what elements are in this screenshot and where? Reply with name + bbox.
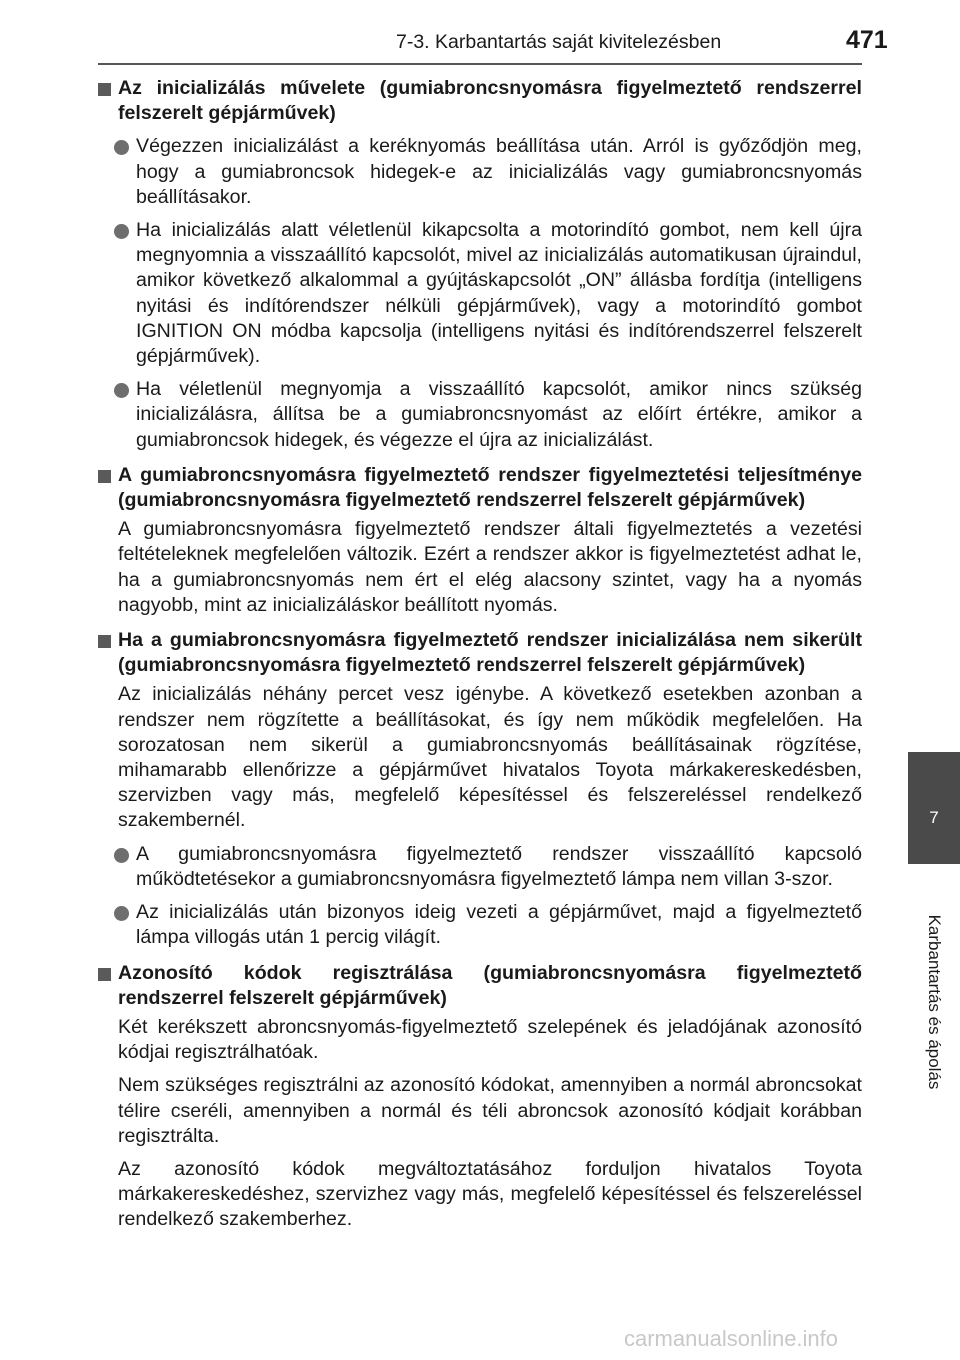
section-heading-text: A gumiabroncsnyomásra figyelmeztető rendszer figyelmeztetési teljesítménye (gumiabroncsnyomásra figyelmeztető rendszerrel felszerelt gépjárművek) xyxy=(118,463,862,512)
header-divider xyxy=(98,63,862,65)
chapter-side-label: Karbantartás és ápolás xyxy=(925,914,944,1090)
paragraph: Nem szükséges regisztrálni az azonosító kódokat, amennyiben a normál abroncsokat télire cseréli, amennyiben a normál és téli abroncsok azonosító kódjait korábban regisztrálta. xyxy=(118,1074,862,1147)
list-item xyxy=(98,377,862,453)
square-bullet-icon xyxy=(98,968,111,981)
chapter-tab xyxy=(908,752,960,864)
section-heading-warning-performance xyxy=(98,463,862,513)
square-bullet-icon xyxy=(98,470,111,483)
round-bullet-icon xyxy=(114,906,129,921)
page-content xyxy=(98,76,862,1233)
watermark: carmanualsonline.info xyxy=(624,1326,839,1351)
square-bullet-icon xyxy=(98,635,111,648)
chapter-title: 7-3. Karbantartás saját kivitelezésben xyxy=(396,31,722,53)
list-item xyxy=(98,218,862,369)
list-item-text: Végezzen inicializálást a keréknyomás beállítása után. Arról is győződjön meg, hogy a gumiabroncsok hidegek-e az inicializálás vagy gumiabroncsnyomás beállításakor. xyxy=(136,135,862,208)
section-heading-text: Azonosító kódok regisztrálása (gumiabroncsnyomásra figyelmeztető rendszerrel felszerelt gépjárművek) xyxy=(118,961,862,1009)
paragraph: Az inicializálás néhány percet vesz igénybe. A következő esetekben azonban a rendszer nem rögzítette a beállításokat, és így nem működik megfelelően. Ha sorozatosan nem sikerül a gumiabroncsnyomás beállításainak rögzítése, mihamarabb ellenőrizze a gépjárművet hivatalos Toyota márkakereskedésben, szervizben vagy más, megfelelő képesítéssel és felszereléssel rendelkező szakembernél. xyxy=(118,683,862,832)
section-heading-initialization-failed xyxy=(98,628,862,678)
section-heading-id-registration xyxy=(98,961,862,1011)
list-item-text: A gumiabroncsnyomásra figyelmeztető rendszer visszaállító kapcsoló működtetésekor a gumiabroncsnyomásra figyelmeztető lámpa nem villan 3-szor. xyxy=(136,842,862,890)
chapter-tab-number: 7 xyxy=(929,808,939,827)
section-heading-initialization xyxy=(98,76,862,126)
paragraph: A gumiabroncsnyomásra figyelmeztető rendszer általi figyelmeztetés a vezetési feltételeknek megfelelően változik. Ezért a rendszer akkor is figyelmeztetést adhat le, ha a gumiabroncsnyomás nem ért el elég alacsony szintet, vagy ha a nyomás nagyobb, mint az inicializáláskor beállított nyomás. xyxy=(118,518,862,616)
list-item-text: Az inicializálás után bizonyos ideig vezeti a gépjárművet, majd a figyelmeztető lámpa villogás után 1 percig világít. xyxy=(136,901,862,949)
list-item xyxy=(98,134,862,210)
round-bullet-icon xyxy=(114,848,129,863)
round-bullet-icon xyxy=(114,140,129,155)
square-bullet-icon xyxy=(98,83,111,96)
paragraph: Két kerékszett abroncsnyomás-figyelmeztető szelepének és jeladójának azonosító kódjai regisztrálhatóak. xyxy=(118,1015,862,1064)
round-bullet-icon xyxy=(114,224,129,239)
page-number: 471 xyxy=(846,26,888,54)
paragraph: Az azonosító kódok megváltoztatásához forduljon hivatalos Toyota márkakereskedéshez, szervizhez vagy más, megfelelő képesítéssel és felszereléssel rendelkező szakemberhez. xyxy=(118,1157,862,1231)
section-heading-text: Az inicializálás művelete (gumiabroncsnyomásra figyelmeztető rendszerrel felszerelt gépjárművek) xyxy=(118,77,862,125)
section-heading-text: Ha a gumiabroncsnyomásra figyelmeztető rendszer inicializálása nem sikerült (gumiabroncsnyomásra figyelmeztető rendszerrel felszerelt gépjárművek) xyxy=(118,629,862,677)
list-item xyxy=(98,842,862,892)
round-bullet-icon xyxy=(114,383,129,398)
list-item xyxy=(98,900,862,950)
list-item-text: Ha véletlenül megnyomja a visszaállító kapcsolót, amikor nincs szükség inicializálásra, állítsa be a gumiabroncsnyomást az előírt értékre, amikor a gumiabroncsok hidegek, és végezze el újra az inicializálást. xyxy=(136,378,862,451)
list-item-text: Ha inicializálás alatt véletlenül kikapcsolta a motorindító gombot, nem kell újra megnyomnia a visszaállító kapcsolót, mivel az inicializálás automatikusan újraindul, amikor következő alkalommal a gyújtáskapcsolót „ON” állásba fordítja (intelligens nyitási és indítórendszer nélküli gépjárművek), vagy a motorindító gombot IGNITION ON módba kapcsolja (intelligens nyitási és indítórendszerrel felszerelt gépjárművek). xyxy=(136,219,862,368)
